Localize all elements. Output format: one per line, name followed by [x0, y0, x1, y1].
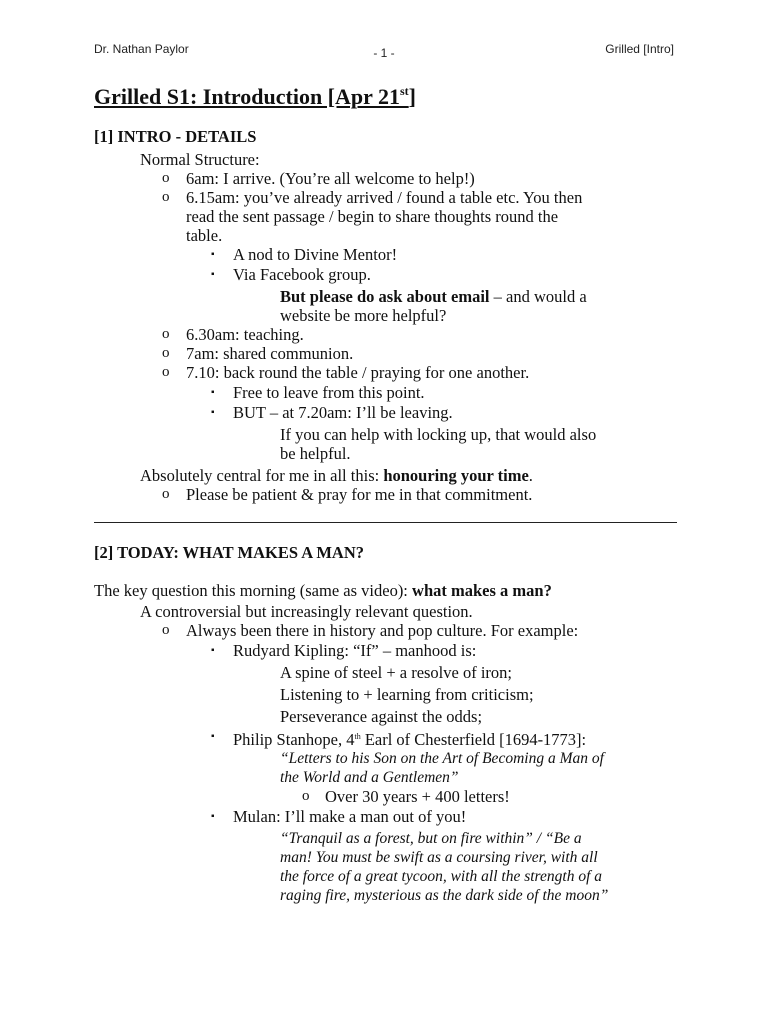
central-statement: [140, 466, 533, 485]
circle-bullet-icon: o: [162, 345, 170, 361]
mulan-quote: “Tranquil as a forest, but on fire within” / “Be a: [280, 830, 582, 847]
normal-structure-label: Normal Structure:: [140, 150, 260, 169]
circle-bullet-icon: o: [162, 170, 170, 186]
stanhope-post: Earl of Chesterfield [1694-1773]:: [360, 730, 587, 749]
sub-list-item: Via Facebook group.: [233, 265, 371, 284]
title-main: Grilled S1: Introduction [Apr 21: [94, 84, 400, 109]
sub-list-item: Rudyard Kipling: “If” – manhood is:: [233, 641, 477, 660]
title-close: ]: [408, 84, 416, 109]
central-post: .: [528, 466, 533, 485]
mulan-quote-cont: the force of a great tycoon, with all the strength of a: [280, 868, 603, 885]
square-bullet-icon: ▪: [211, 407, 215, 418]
controversial-line: A controversial but increasingly relevant question.: [140, 602, 473, 621]
email-note-cont: website be more helpful?: [280, 306, 447, 325]
kipling-point: A spine of steel + a resolve of iron;: [280, 663, 512, 682]
header-page-number: - 1 -: [373, 46, 395, 60]
email-note-bold: But please do ask about email: [280, 287, 490, 306]
circle-bullet-icon: o: [162, 326, 170, 342]
mulan-quote-cont: man! You must be swift as a coursing river, with all: [280, 849, 598, 866]
stanhope-pre: Philip Stanhope, 4: [233, 730, 355, 749]
section1-heading: [1] INTRO - DETAILS: [94, 127, 257, 146]
kipling-point: Listening to + learning from criticism;: [280, 685, 534, 704]
key-bold: what makes a man?: [412, 581, 552, 600]
list-item: Over 30 years + 400 letters!: [325, 787, 510, 806]
key-question: [94, 581, 552, 600]
circle-bullet-icon: o: [162, 486, 170, 502]
circle-bullet-icon: o: [162, 189, 170, 205]
sub-list-item: A nod to Divine Mentor!: [233, 245, 398, 264]
square-bullet-icon: ▪: [211, 645, 215, 656]
square-bullet-icon: ▪: [211, 269, 215, 280]
sub-list-item: Mulan: I’ll make a man out of you!: [233, 807, 467, 826]
kipling-point: Perseverance against the odds;: [280, 707, 483, 726]
page-title: [94, 84, 416, 110]
list-item: 7.10: back round the table / praying for one another.: [186, 363, 530, 382]
letters-quote: “Letters to his Son on the Art of Becoming a Man of: [280, 750, 604, 767]
stanhope-sup: th: [354, 732, 361, 741]
list-item: Please be patient & pray for me in that commitment.: [186, 485, 533, 504]
sub-list-item: [233, 727, 586, 749]
list-item: 6.30am: teaching.: [186, 325, 304, 344]
list-item: Always been there in history and pop culture. For example:: [186, 621, 579, 640]
key-pre: The key question this morning (same as video):: [94, 581, 413, 600]
mulan-quote-cont: raging fire, mysterious as the dark side of the moon”: [280, 887, 609, 904]
locking-note: If you can help with locking up, that would also: [280, 425, 597, 444]
list-item: 6.15am: you’ve already arrived / found a table etc. You then: [186, 188, 583, 207]
section2-heading: [2] TODAY: WHAT MAKES A MAN?: [94, 543, 365, 562]
section-divider: [94, 522, 677, 523]
list-item-cont: table.: [186, 226, 223, 245]
square-bullet-icon: ▪: [211, 811, 215, 822]
circle-bullet-icon: o: [302, 788, 310, 804]
header-author: Dr. Nathan Paylor: [94, 42, 189, 56]
email-note: [280, 287, 587, 306]
square-bullet-icon: ▪: [211, 249, 215, 260]
square-bullet-icon: ▪: [211, 387, 215, 398]
list-item: 7am: shared communion.: [186, 344, 354, 363]
circle-bullet-icon: o: [162, 622, 170, 638]
header-doc-title: Grilled [Intro]: [605, 42, 674, 56]
central-pre: Absolutely central for me in all this:: [140, 466, 384, 485]
email-note-rest: – and would a: [489, 287, 587, 306]
list-item: 6am: I arrive. (You’re all welcome to help!): [186, 169, 475, 188]
locking-note-cont: be helpful.: [280, 444, 351, 463]
sub-list-item: BUT – at 7.20am: I’ll be leaving.: [233, 403, 453, 422]
letters-quote-cont: the World and a Gentlemen”: [280, 769, 459, 786]
sub-list-item: Free to leave from this point.: [233, 383, 425, 402]
title-sup: st: [400, 84, 409, 98]
square-bullet-icon: ▪: [211, 731, 215, 742]
central-bold: honouring your time: [383, 466, 529, 485]
circle-bullet-icon: o: [162, 364, 170, 380]
list-item-cont: read the sent passage / begin to share thoughts round the: [186, 207, 559, 226]
